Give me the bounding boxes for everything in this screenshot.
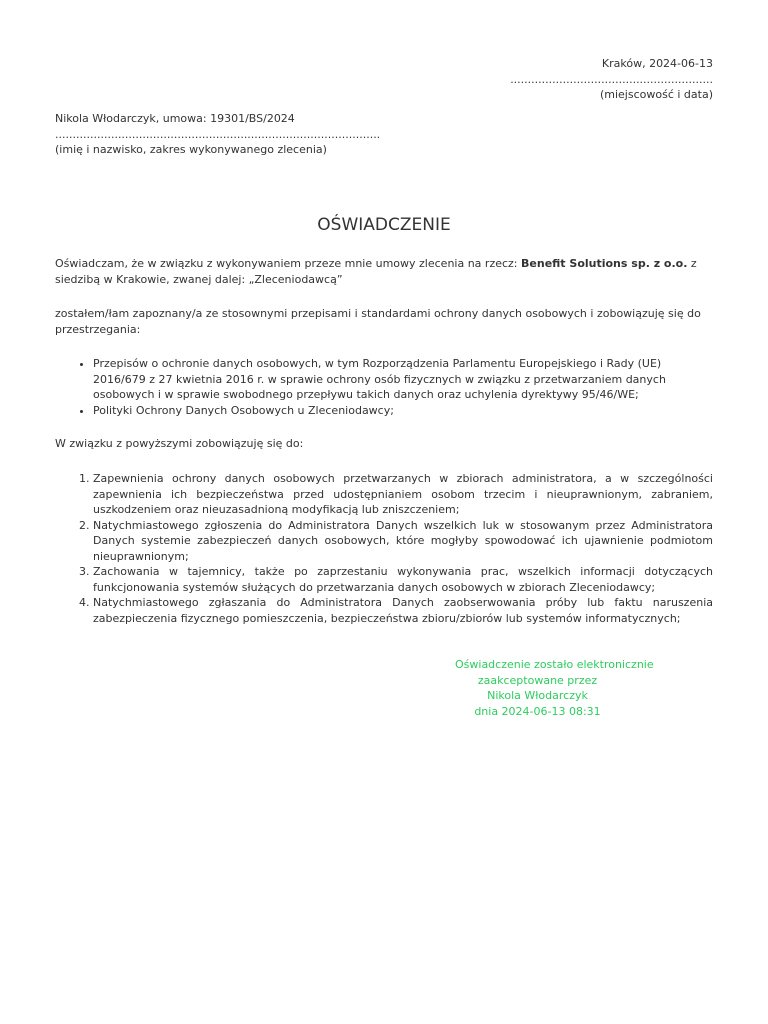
list-item: 2. Natychmiastowego zgłoszenia do Administratora Danych wszelkich luk w stosowanym przez Administratora Danych systemie zabezpieczeń danych osobowych, które mogłyby spowodować ich ujawnienie podmiotom nieuprawnionym; <box>93 518 713 565</box>
intro-before-company: Oświadczam, że w związku z wykonywaniem przeze mnie umowy zlecenia na rzecz: <box>55 257 522 270</box>
document-title: OŚWIADCZENIE <box>317 215 451 235</box>
regulations-list <box>55 356 713 418</box>
person-signature-line: ............................................................................................. <box>55 127 381 141</box>
person-name-contract: Nikola Włodarczyk, umowa: 19301/BS/2024 <box>55 112 295 125</box>
intro-paragraph <box>55 256 713 287</box>
acceptance-line: zaakceptowane przez <box>477 673 598 687</box>
list-item: • Polityki Ochrony Danych Osobowych u Zleceniodawcy; <box>93 403 713 419</box>
commitment-intro: W związku z powyższymi zobowiązuję się do: <box>55 437 304 450</box>
place-and-date-block <box>510 56 713 103</box>
place-date-signature-line: .......................................................... <box>510 72 713 86</box>
list-item: • Przepisów o ochronie danych osobowych, w tym Rozporządzenia Parlamentu Europejskiego i Rady (UE) 2016/679 z 27 kwietnia 2016 r. w sprawie ochrony osób fizycznych w związku z przetwarzaniem danych osobowych i w sprawie swobodnego przepływu takich danych oraz uchylenia dyrektywy 95/46/WE; <box>93 356 713 403</box>
acceptance-signer: Nikola Włodarczyk <box>487 689 588 702</box>
company-name: Benefit Solutions sp. z o.o. <box>521 257 688 270</box>
place-date-caption: (miejscowość i data) <box>599 88 713 101</box>
person-block <box>55 111 380 158</box>
intro-after-company: z siedzibą w Krakowie, zwanej dalej: „Zleceniodawcą” <box>55 257 697 286</box>
list-item: 1. Zapewnienia ochrony danych osobowych przetwarzanych w zbiorach administratora, a w szczególności zapewnienia ich bezpieczeństwa przed udostępnianiem osobom trzecim i nieuprawnionym, zabraniem, uszkodzeniem oraz nieuzasadnioną modyfikacją lub zniszczeniem; <box>93 471 713 518</box>
electronic-acceptance-stamp <box>455 657 654 719</box>
person-caption: (imię i nazwisko, zakres wykonywanego zlecenia) <box>55 143 327 156</box>
place-date: Kraków, 2024-06-13 <box>601 57 713 70</box>
list-item: 3. Zachowania w tajemnicy, także po zaprzestaniu wykonywania prac, wszelkich informacji dotyczących funkcjonowania systemów służących do przetwarzania danych osobowych w zbiorach Zleceniodawcy; <box>93 564 713 595</box>
acceptance-timestamp: dnia 2024-06-13 08:31 <box>474 704 601 718</box>
acknowledgement-paragraph: zostałem/łam zapoznany/a ze stosownymi przepisami i standardami ochrony danych osobowych i zobowiązuję się do przestrzegania: <box>55 307 701 336</box>
list-item: 4. Natychmiastowego zgłaszania do Administratora Danych zaobserwowania próby lub faktu naruszenia zabezpieczenia fizycznego pomieszczenia, bezpieczeństwa zbioru/zbiorów lub systemów informatycznych; <box>93 595 713 626</box>
acceptance-line: Oświadczenie zostało elektronicznie <box>455 658 654 671</box>
duties-list <box>55 471 713 626</box>
